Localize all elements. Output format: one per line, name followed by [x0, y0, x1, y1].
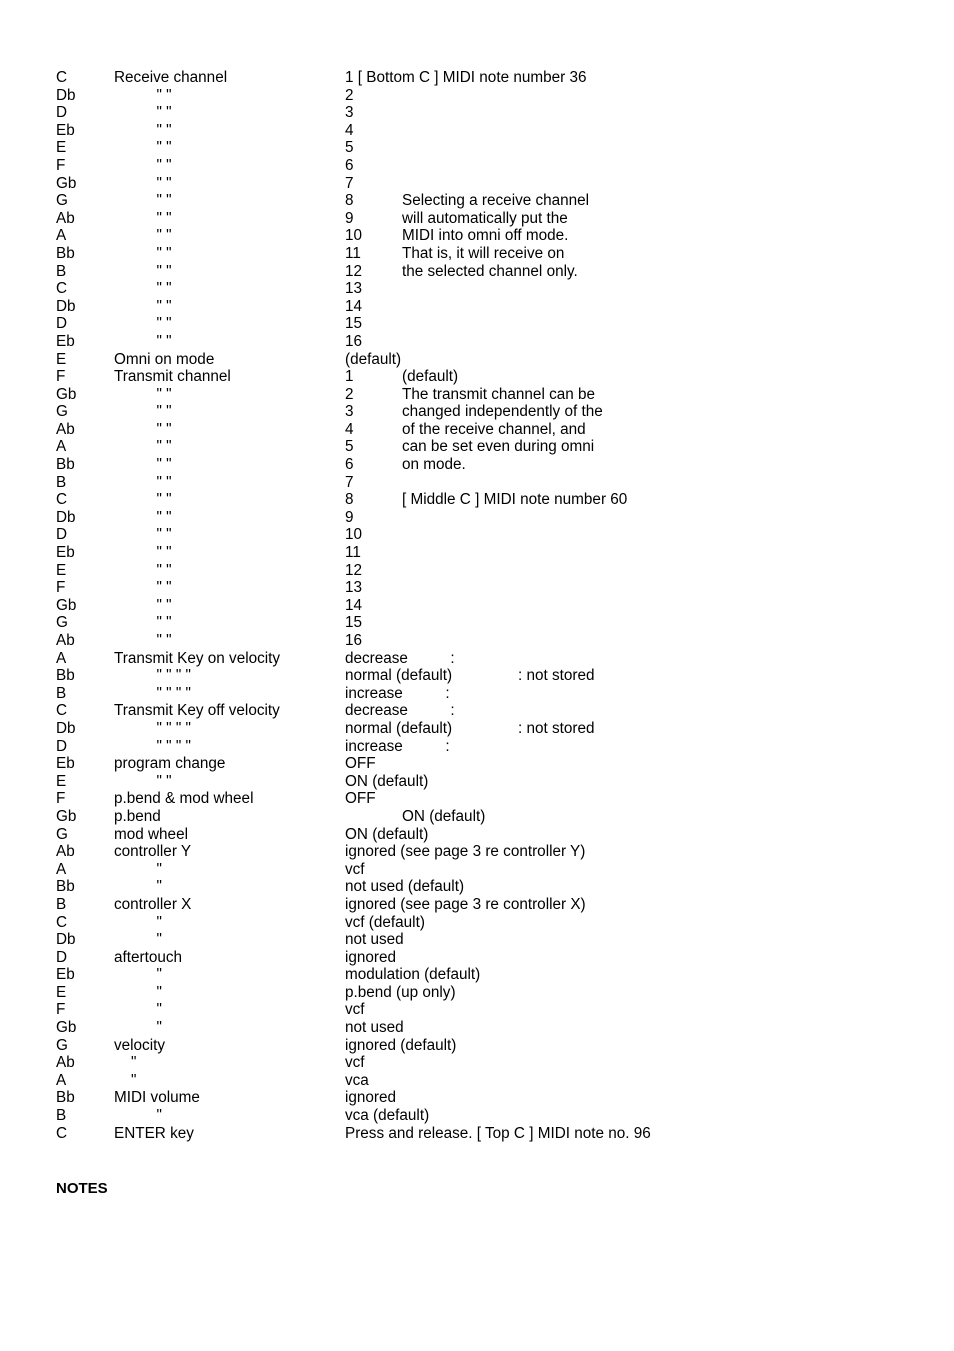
setting-value: ignored: [345, 1089, 397, 1107]
note-name: Bb: [56, 244, 75, 262]
function-label: " ": [114, 579, 172, 597]
function-label: " ": [114, 262, 172, 280]
note-name: Bb: [56, 456, 75, 474]
table-row: [56, 315, 916, 333]
note-name: Eb: [56, 966, 75, 984]
note-name: Gb: [56, 385, 77, 403]
note-name: C: [56, 913, 68, 931]
table-row: [56, 914, 916, 932]
table-row: [56, 87, 916, 105]
function-label: " ": [114, 526, 172, 544]
note-name: Gb: [56, 596, 77, 614]
function-label: ": [114, 1001, 162, 1019]
function-label: " ": [114, 438, 172, 456]
note-name: Eb: [56, 755, 75, 773]
setting-value: 12: [345, 561, 363, 579]
side-note: (default): [402, 368, 459, 386]
table-row: [56, 773, 916, 791]
setting-value: 5: [345, 438, 354, 456]
table-row: [56, 808, 916, 826]
storage-note: : not stored: [518, 719, 595, 737]
setting-value: 3: [345, 104, 354, 122]
function-label: " ": [114, 403, 172, 421]
table-row: [56, 333, 916, 351]
function-label: " ": [114, 632, 172, 649]
side-note: can be set even during omni: [402, 438, 595, 456]
setting-value: 3: [345, 403, 354, 421]
note-name: F: [56, 368, 66, 386]
function-label: p.bend: [114, 807, 161, 825]
note-name: F: [56, 156, 66, 174]
function-label: " " " ": [114, 667, 191, 685]
setting-value: modulation (default): [345, 966, 481, 984]
setting-value: vca (default): [345, 1107, 430, 1125]
note-name: D: [56, 104, 68, 122]
note-name: D: [56, 737, 68, 755]
function-label: ": [114, 1019, 162, 1037]
function-label: " ": [114, 244, 172, 262]
note-name: Bb: [56, 667, 75, 685]
note-name: Ab: [56, 209, 75, 227]
note-name: Eb: [56, 332, 75, 350]
side-note: of the receive channel, and: [402, 420, 586, 438]
table-row: [56, 702, 916, 720]
table-row: [56, 966, 916, 984]
setting-value: decrease :: [345, 702, 455, 720]
function-label: " ": [114, 491, 172, 509]
setting-value: 4: [345, 121, 354, 139]
table-row: [56, 210, 916, 228]
table-row: [56, 526, 916, 544]
table-row: [56, 878, 916, 896]
setting-value: 15: [345, 315, 363, 333]
side-note: MIDI into omni off mode.: [402, 227, 569, 245]
note-name: Db: [56, 931, 76, 949]
function-label: " ": [114, 156, 172, 174]
function-label: ": [114, 878, 162, 896]
function-label: " ": [114, 456, 172, 474]
table-row: [56, 157, 916, 175]
function-label: controller X: [114, 895, 192, 913]
note-name: E: [56, 139, 67, 157]
note-name: B: [56, 895, 67, 913]
setting-value: 16: [345, 332, 363, 350]
function-label: program change: [114, 755, 226, 773]
table-row: [56, 1125, 916, 1143]
table-row: [56, 280, 916, 298]
table-row: [56, 509, 916, 527]
note-name: Ab: [56, 420, 75, 438]
note-name: E: [56, 561, 67, 579]
table-row: [56, 227, 916, 245]
note-name: C: [56, 491, 68, 509]
note-name: B: [56, 684, 67, 702]
table-row: [56, 685, 916, 703]
function-label: p.bend & mod wheel: [114, 790, 254, 808]
note-name: G: [56, 403, 68, 421]
table-row: [56, 790, 916, 808]
side-note: changed independently of the: [402, 403, 603, 421]
note-name: Gb: [56, 174, 77, 192]
function-label: ": [114, 913, 162, 931]
setting-value: 10: [345, 227, 363, 245]
setting-value: ignored (see page 3 re controller Y): [345, 843, 586, 861]
side-note: Selecting a receive channel: [402, 192, 590, 210]
note-name: B: [56, 473, 67, 491]
note-name: F: [56, 579, 66, 597]
function-label: " ": [114, 420, 172, 438]
setting-value: vca: [345, 1071, 369, 1089]
setting-value: ON (default): [345, 825, 429, 843]
notes-heading: NOTES: [56, 1180, 108, 1197]
midi-settings-table: [56, 69, 916, 1142]
note-name: B: [56, 262, 67, 280]
note-name: G: [56, 192, 68, 210]
function-label: " ": [114, 174, 172, 192]
setting-value: 8: [345, 192, 354, 210]
note-name: Gb: [56, 807, 77, 825]
note-name: C: [56, 702, 68, 720]
table-row: [56, 1072, 916, 1090]
table-row: [56, 474, 916, 492]
note-name: C: [56, 69, 68, 86]
note-name: C: [56, 1124, 68, 1142]
function-label: " " " ": [114, 737, 191, 755]
function-label: " ": [114, 614, 172, 632]
note-name: Ab: [56, 843, 75, 861]
note-name: A: [56, 649, 67, 667]
table-row: [56, 1054, 916, 1072]
table-row: [56, 843, 916, 861]
setting-value: 11: [345, 244, 361, 262]
note-name: Gb: [56, 1019, 77, 1037]
setting-value: 16: [345, 632, 363, 649]
function-label: " ": [114, 508, 172, 526]
note-name: Db: [56, 719, 76, 737]
setting-value: decrease :: [345, 649, 455, 667]
note-name: G: [56, 825, 68, 843]
setting-value: 7: [345, 174, 354, 192]
function-label: Receive channel: [114, 69, 228, 86]
table-row: [56, 984, 916, 1002]
setting-value: 9: [345, 209, 354, 227]
table-row: [56, 826, 916, 844]
function-label: Transmit Key on velocity: [114, 649, 281, 667]
function-label: velocity: [114, 1036, 166, 1054]
side-note: [ Middle C ] MIDI note number 60: [402, 491, 628, 509]
note-name: Ab: [56, 632, 75, 649]
function-label: ": [114, 1107, 162, 1125]
function-label: " ": [114, 385, 172, 403]
function-label: ": [114, 983, 162, 1001]
function-label: " ": [114, 209, 172, 227]
function-label: ": [114, 1054, 137, 1072]
function-label: " ": [114, 596, 172, 614]
function-label: " ": [114, 280, 172, 298]
side-note: will automatically put the: [402, 209, 568, 227]
note-name: Db: [56, 297, 76, 315]
table-row: [56, 1037, 916, 1055]
setting-value: increase :: [345, 684, 450, 702]
setting-value: 12: [345, 262, 363, 280]
table-row: [56, 738, 916, 756]
function-label: " " " ": [114, 719, 191, 737]
note-name: D: [56, 526, 68, 544]
note-name: A: [56, 1071, 67, 1089]
note-name: D: [56, 315, 68, 333]
setting-value: OFF: [345, 790, 376, 808]
table-row: [56, 245, 916, 263]
side-note: ON (default): [402, 807, 486, 825]
table-row: [56, 192, 916, 210]
function-label: " ": [114, 544, 172, 562]
note-name: Bb: [56, 1089, 75, 1107]
setting-value: Press and release. [ Top C ] MIDI note no. 96: [345, 1124, 651, 1142]
setting-value: vcf: [345, 860, 365, 878]
table-row: [56, 368, 916, 386]
table-row: [56, 861, 916, 879]
function-label: " ": [114, 227, 172, 245]
table-row: [56, 122, 916, 140]
setting-value: ignored (default): [345, 1036, 457, 1054]
setting-value: 2: [345, 385, 354, 403]
table-row: [56, 456, 916, 474]
note-name: F: [56, 790, 66, 808]
table-row: [56, 1089, 916, 1107]
function-label: " ": [114, 86, 172, 104]
storage-note: : not stored: [518, 667, 595, 685]
note-name: Ab: [56, 1054, 75, 1072]
side-note: That is, it will receive on: [402, 244, 565, 262]
function-label: " ": [114, 473, 172, 491]
note-name: G: [56, 614, 68, 632]
setting-value: 13: [345, 280, 363, 298]
function-label: " ": [114, 121, 172, 139]
table-row: [56, 562, 916, 580]
setting-value: 5: [345, 139, 354, 157]
setting-value: vcf: [345, 1001, 365, 1019]
function-label: " ": [114, 315, 172, 333]
setting-value: 15: [345, 614, 363, 632]
table-row: [56, 650, 916, 668]
table-row: [56, 263, 916, 281]
setting-value: 11: [345, 544, 361, 562]
note-name: Bb: [56, 878, 75, 896]
setting-value: not used: [345, 1019, 404, 1037]
table-row: [56, 720, 916, 738]
table-row: [56, 614, 916, 632]
note-name: D: [56, 948, 68, 966]
setting-value: vcf (default): [345, 913, 425, 931]
setting-value: OFF: [345, 755, 376, 773]
setting-value: 1: [345, 368, 354, 386]
function-label: Omni on mode: [114, 350, 215, 368]
function-label: ": [114, 1071, 137, 1089]
function-label: Transmit channel: [114, 368, 231, 386]
note-name: B: [56, 1107, 67, 1125]
setting-value: increase :: [345, 737, 450, 755]
setting-value: (default): [345, 350, 402, 368]
side-note: The transmit channel can be: [402, 385, 596, 403]
table-row: [56, 544, 916, 562]
setting-value: 7: [345, 473, 354, 491]
side-note: the selected channel only.: [402, 262, 578, 280]
setting-value: 14: [345, 596, 363, 614]
setting-value: 14: [345, 297, 363, 315]
table-row: [56, 1019, 916, 1037]
table-row: [56, 667, 916, 685]
table-row: [56, 298, 916, 316]
function-label: " ": [114, 139, 172, 157]
table-row: [56, 896, 916, 914]
setting-value: 6: [345, 456, 354, 474]
table-row: [56, 69, 916, 87]
table-row: [56, 579, 916, 597]
setting-value: 2: [345, 86, 354, 104]
table-row: [56, 1107, 916, 1125]
table-row: [56, 1001, 916, 1019]
function-label: Transmit Key off velocity: [114, 702, 280, 720]
setting-value: ignored: [345, 948, 397, 966]
function-label: controller Y: [114, 843, 192, 861]
setting-value: 1 [ Bottom C ] MIDI note number 36: [345, 69, 587, 86]
setting-value: normal (default): [345, 667, 453, 685]
function-label: ": [114, 931, 162, 949]
setting-value: not used (default): [345, 878, 465, 896]
table-row: [56, 597, 916, 615]
table-row: [56, 104, 916, 122]
note-name: E: [56, 772, 67, 790]
table-row: [56, 755, 916, 773]
function-label: " ": [114, 192, 172, 210]
note-name: G: [56, 1036, 68, 1054]
function-label: ": [114, 860, 162, 878]
setting-value: ON (default): [345, 772, 429, 790]
note-name: E: [56, 350, 67, 368]
setting-value: ignored (see page 3 re controller X): [345, 895, 586, 913]
setting-value: 6: [345, 156, 354, 174]
function-label: " ": [114, 561, 172, 579]
function-label: aftertouch: [114, 948, 183, 966]
function-label: ": [114, 966, 162, 984]
table-row: [56, 175, 916, 193]
note-name: Db: [56, 508, 76, 526]
table-row: [56, 421, 916, 439]
setting-value: p.bend (up only): [345, 983, 456, 1001]
setting-value: 9: [345, 508, 354, 526]
setting-value: 4: [345, 420, 354, 438]
note-name: Eb: [56, 544, 75, 562]
table-row: [56, 931, 916, 949]
table-row: [56, 403, 916, 421]
function-label: ENTER key: [114, 1124, 194, 1142]
table-row: [56, 632, 916, 650]
note-name: A: [56, 227, 67, 245]
side-note: on mode.: [402, 456, 466, 474]
setting-value: 8: [345, 491, 354, 509]
function-label: mod wheel: [114, 825, 188, 843]
function-label: " " " ": [114, 684, 191, 702]
table-row: [56, 949, 916, 967]
note-name: A: [56, 860, 67, 878]
note-name: E: [56, 983, 67, 1001]
note-name: A: [56, 438, 67, 456]
function-label: " ": [114, 297, 172, 315]
function-label: " ": [114, 104, 172, 122]
table-row: [56, 351, 916, 369]
setting-value: 10: [345, 526, 363, 544]
note-name: C: [56, 280, 68, 298]
table-row: [56, 438, 916, 456]
function-label: " ": [114, 772, 172, 790]
function-label: " ": [114, 332, 172, 350]
note-name: Db: [56, 86, 76, 104]
function-label: MIDI volume: [114, 1089, 200, 1107]
setting-value: 13: [345, 579, 363, 597]
note-name: Eb: [56, 121, 75, 139]
table-row: [56, 386, 916, 404]
table-row: [56, 491, 916, 509]
note-name: F: [56, 1001, 66, 1019]
setting-value: vcf: [345, 1054, 365, 1072]
setting-value: not used: [345, 931, 404, 949]
table-row: [56, 139, 916, 157]
setting-value: normal (default): [345, 719, 453, 737]
